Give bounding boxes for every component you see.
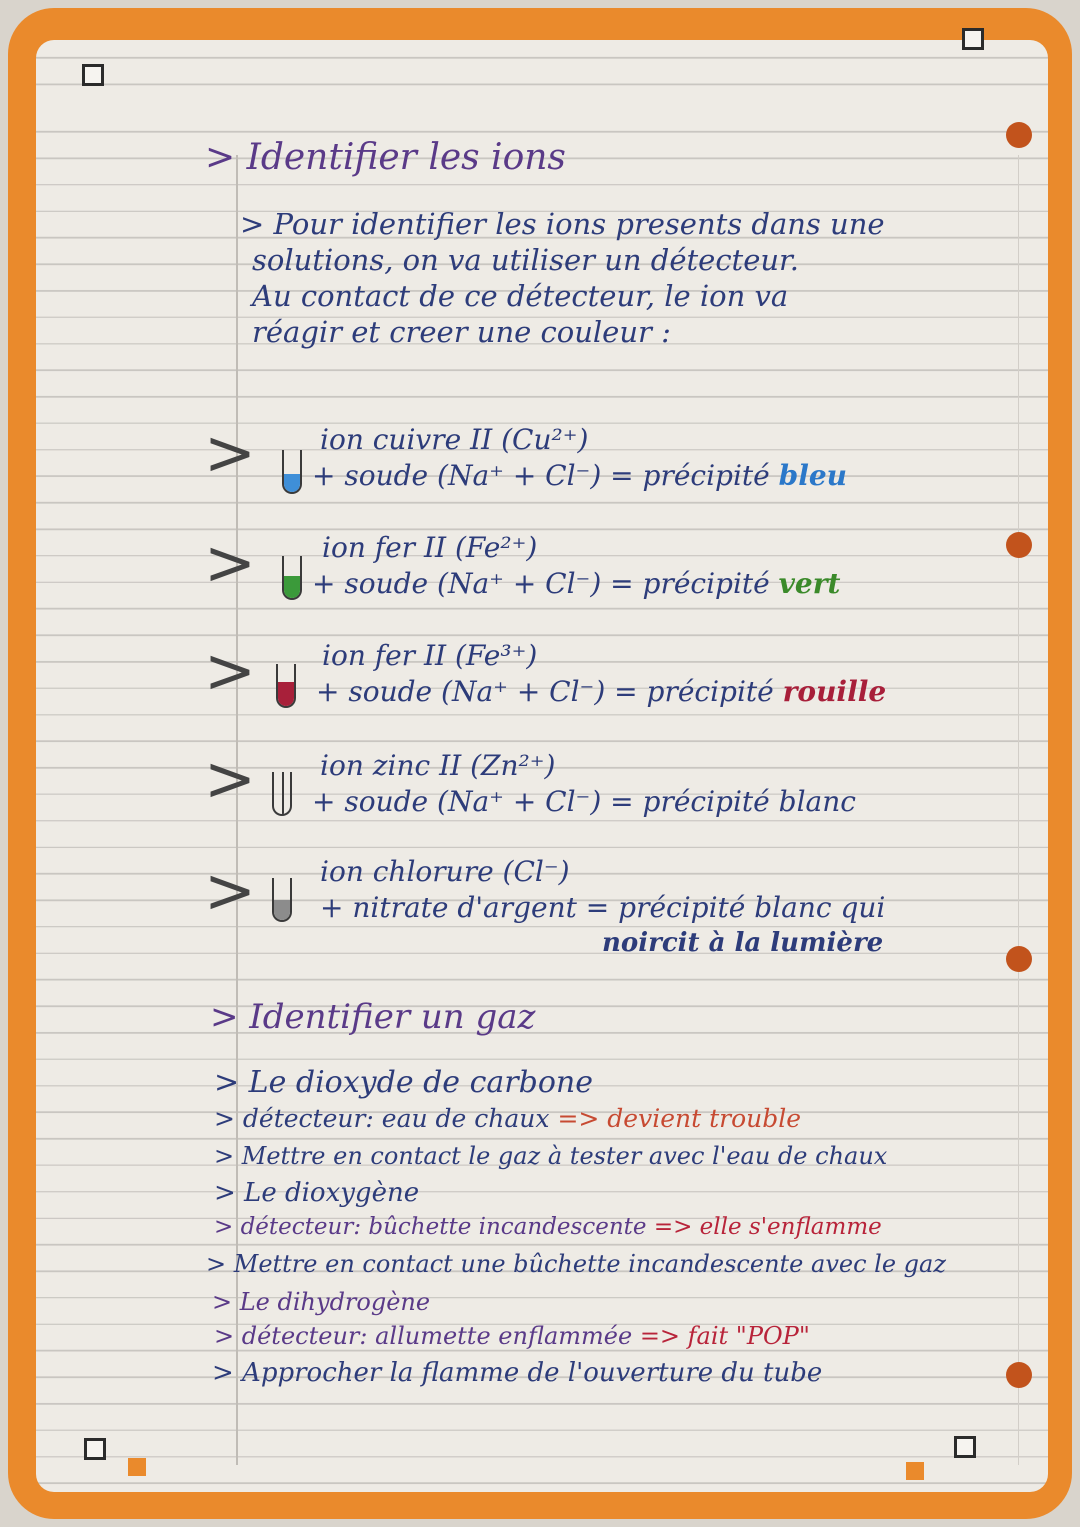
gaz-2-method: > Mettre en contact une bûchette incandescente avec le gaz bbox=[206, 1250, 946, 1278]
punch-hole bbox=[1006, 946, 1032, 972]
corner-mark-icon bbox=[962, 28, 984, 50]
test-5-line-1: ion chlorure (Cl⁻) bbox=[320, 855, 570, 888]
gaz-1-method: > Mettre en contact le gaz à tester avec l'eau de chaux bbox=[214, 1142, 888, 1170]
test-5-line-3: noircit à la lumière bbox=[602, 928, 884, 958]
gaz-3-detector: > détecteur: allumette enflammée => fait "POP" bbox=[214, 1322, 810, 1350]
punch-hole bbox=[1006, 532, 1032, 558]
test-2-line-2: + soude (Na⁺ + Cl⁻) = précipité vert bbox=[312, 567, 841, 600]
gaz-3-result: => fait "POP" bbox=[639, 1322, 810, 1350]
corner-mark-icon bbox=[84, 1438, 106, 1460]
gaz-2-result: => elle s'enflamme bbox=[653, 1214, 882, 1240]
gaz-3-method: > Approcher la flamme de l'ouverture du tube bbox=[212, 1358, 823, 1388]
test-3-line-1: ion fer II (Fe³⁺) bbox=[322, 639, 538, 672]
chevron-icon: > bbox=[204, 526, 256, 599]
corner-mark-icon bbox=[954, 1436, 976, 1458]
right-margin-line bbox=[1018, 155, 1019, 1465]
test-tube-icon bbox=[272, 878, 292, 922]
chevron-icon: > bbox=[204, 854, 256, 927]
test-tube-icon bbox=[272, 772, 292, 816]
chevron-icon: > bbox=[204, 416, 256, 489]
test-tube-icon bbox=[282, 556, 302, 600]
gaz-3-name: > Le dihydrogène bbox=[212, 1288, 431, 1316]
gaz-2-name: > Le dioxygène bbox=[214, 1178, 420, 1208]
punch-hole bbox=[1006, 1362, 1032, 1388]
test-1-line-1: ion cuivre II (Cu²⁺) bbox=[320, 423, 589, 456]
section-title-ions: > Identifier les ions bbox=[205, 137, 566, 178]
test-2-line-1: ion fer II (Fe²⁺) bbox=[322, 531, 538, 564]
chevron-icon: > bbox=[204, 634, 256, 707]
gaz-1-name: > Le dioxyde de carbone bbox=[214, 1065, 593, 1100]
test-4-line-2: + soude (Na⁺ + Cl⁻) = précipité blanc bbox=[312, 785, 856, 818]
result-color-word: bleu bbox=[778, 459, 848, 492]
corner-mark-icon bbox=[82, 64, 104, 86]
intro-line-4: réagir et creer une couleur : bbox=[252, 315, 671, 349]
result-color-word: vert bbox=[778, 567, 841, 600]
test-1-line-2: + soude (Na⁺ + Cl⁻) = précipité bleu bbox=[312, 459, 848, 492]
test-3-line-2: + soude (Na⁺ + Cl⁻) = précipité rouille bbox=[316, 675, 887, 708]
test-5-line-2: + nitrate d'argent = précipité blanc qui bbox=[320, 891, 886, 924]
gaz-1-result: => devient trouble bbox=[557, 1104, 802, 1133]
gaz-2-detector: > détecteur: bûchette incandescente => elle s'enflamme bbox=[214, 1214, 882, 1240]
intro-line-1: > Pour identifier les ions presents dans une bbox=[240, 207, 885, 241]
test-tube-icon bbox=[282, 450, 302, 494]
test-tube-icon bbox=[276, 664, 296, 708]
section-title-gaz: > Identifier un gaz bbox=[210, 997, 536, 1037]
punch-hole bbox=[1006, 122, 1032, 148]
orange-square-marker bbox=[128, 1458, 146, 1476]
orange-square-marker bbox=[906, 1462, 924, 1480]
result-color-word: blanc bbox=[778, 785, 856, 818]
gaz-1-detector: > détecteur: eau de chaux => devient trouble bbox=[214, 1104, 802, 1133]
chevron-icon: > bbox=[204, 742, 256, 815]
intro-line-2: solutions, on va utiliser un détecteur. bbox=[252, 243, 799, 277]
intro-line-3: Au contact de ce détecteur, le ion va bbox=[252, 279, 789, 313]
test-4-line-1: ion zinc II (Zn²⁺) bbox=[320, 749, 556, 782]
result-color-word: rouille bbox=[782, 675, 887, 708]
